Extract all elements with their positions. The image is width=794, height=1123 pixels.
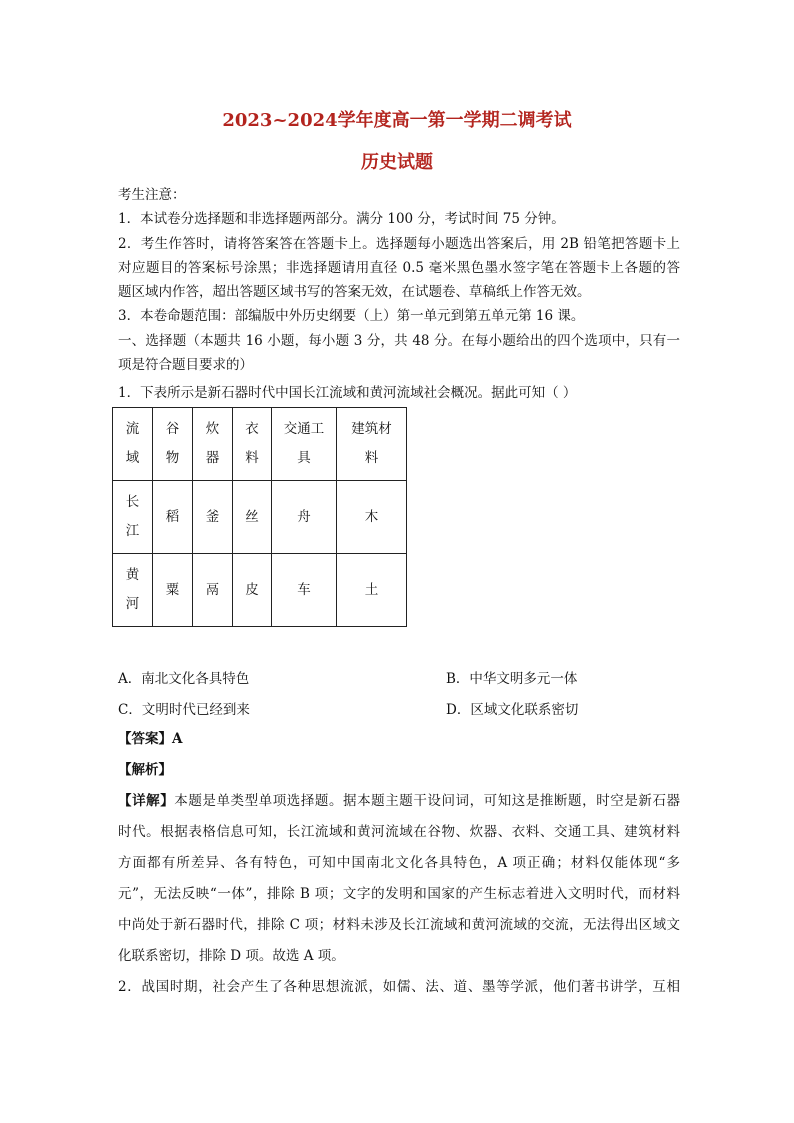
- table-cell: 木: [337, 481, 407, 554]
- question-1-table: [112, 407, 407, 627]
- table-cell: 粟: [153, 554, 193, 627]
- analysis-label: 【解析】: [118, 762, 172, 778]
- table-cell: 皮: [233, 554, 272, 627]
- section-1-heading-line-1: 一、选择题（本题共 16 小题，每小题 3 分，共 48 分。在每小题给出的四个选项中，只有一: [118, 333, 680, 349]
- option-b: B．中华文明多元一体: [446, 671, 578, 687]
- table-cell: 舟: [272, 481, 337, 554]
- detail-line-5: 中尚处于新石器时代，排除 C 项；材料未涉及长江流域和黄河流域的交流，无法得出区域文: [118, 917, 680, 933]
- detail-line-4: 元”，无法反映“一体”，排除 B 项；文字的发明和国家的产生标志着进入文明时代，而材料: [118, 886, 680, 902]
- notice-item-2-line-1: 2．考生作答时，请将答案答在答题卡上。选择题每小题选出答案后，用 2B 铅笔把答题卡上: [118, 236, 680, 252]
- detail-text: 本题是单类型单项选择题。据本题主题干设问词，可知这是推断题，时空是新石器: [174, 793, 681, 809]
- table-cell: 车: [272, 554, 337, 627]
- subject-title: 历史试题: [361, 152, 433, 173]
- notice-item-1: 1．本试卷分选择题和非选择题两部分。满分 100 分，考试时间 75 分钟。: [118, 211, 565, 227]
- table-cell: 稻: [153, 481, 193, 554]
- detail-line-1: [118, 792, 680, 810]
- table-cell: 鬲: [193, 554, 233, 627]
- notice-heading: 考生注意：: [118, 187, 186, 203]
- notice-item-2-line-3: 题区域内作答，超出答题区域书写的答案无效，在试题卷、草稿纸上作答无效。: [118, 284, 591, 300]
- table-cell: 土: [337, 554, 407, 627]
- table-cell: 长 江: [113, 481, 153, 554]
- notice-item-3: 3．本卷命题范围：部编版中外历史纲要（上）第一单元到第五单元第 16 课。: [118, 308, 585, 324]
- table-header-cell: 交通工 具: [272, 408, 337, 481]
- option-a: A．南北文化各具特色: [118, 671, 250, 687]
- answer-line: 【答案】A: [118, 731, 183, 747]
- option-c: C．文明时代已经到来: [118, 702, 250, 718]
- notice-item-2-line-2: 对应题目的答案标号涂黑；非选择题请用直径 0.5 毫米黑色墨水签字笔在答题卡上各题的答: [118, 260, 680, 276]
- table-row: [113, 554, 407, 627]
- exam-title: 2023~2024学年度高一第一学期二调考试: [222, 110, 572, 131]
- table-cell: 丝: [233, 481, 272, 554]
- table-row: [113, 481, 407, 554]
- table-cell: 釜: [193, 481, 233, 554]
- table-header-cell: 谷 物: [153, 408, 193, 481]
- question-2-stem: 2．战国时期，社会产生了各种思想流派，如儒、法、道、墨等学派，他们著书讲学，互相: [118, 979, 680, 995]
- option-d: D．区域文化联系密切: [446, 702, 579, 718]
- detail-line-6: 化联系密切，排除 D 项。故选 A 项。: [118, 948, 345, 964]
- detail-label: 【详解】: [118, 793, 175, 809]
- detail-line-3: 方面都有所差异、各有特色，可知中国南北文化各具特色，A 项正确；材料仅能体现“多: [118, 855, 680, 871]
- table-header-cell: 衣 料: [233, 408, 272, 481]
- question-1-stem: 1．下表所示是新石器时代中国长江流域和黄河流域社会概况。据此可知（ ）: [118, 385, 577, 401]
- table-cell: 黄 河: [113, 554, 153, 627]
- section-1-heading-line-2: 项是符合题目要求的）: [118, 357, 253, 373]
- table-header-cell: 流 域: [113, 408, 153, 481]
- table-header-row: [113, 408, 407, 481]
- detail-line-2: 时代。根据表格信息可知，长江流域和黄河流域在谷物、炊器、衣料、交通工具、建筑材料: [118, 824, 680, 840]
- table-header-cell: 炊 器: [193, 408, 233, 481]
- table-header-cell: 建筑材 料: [337, 408, 407, 481]
